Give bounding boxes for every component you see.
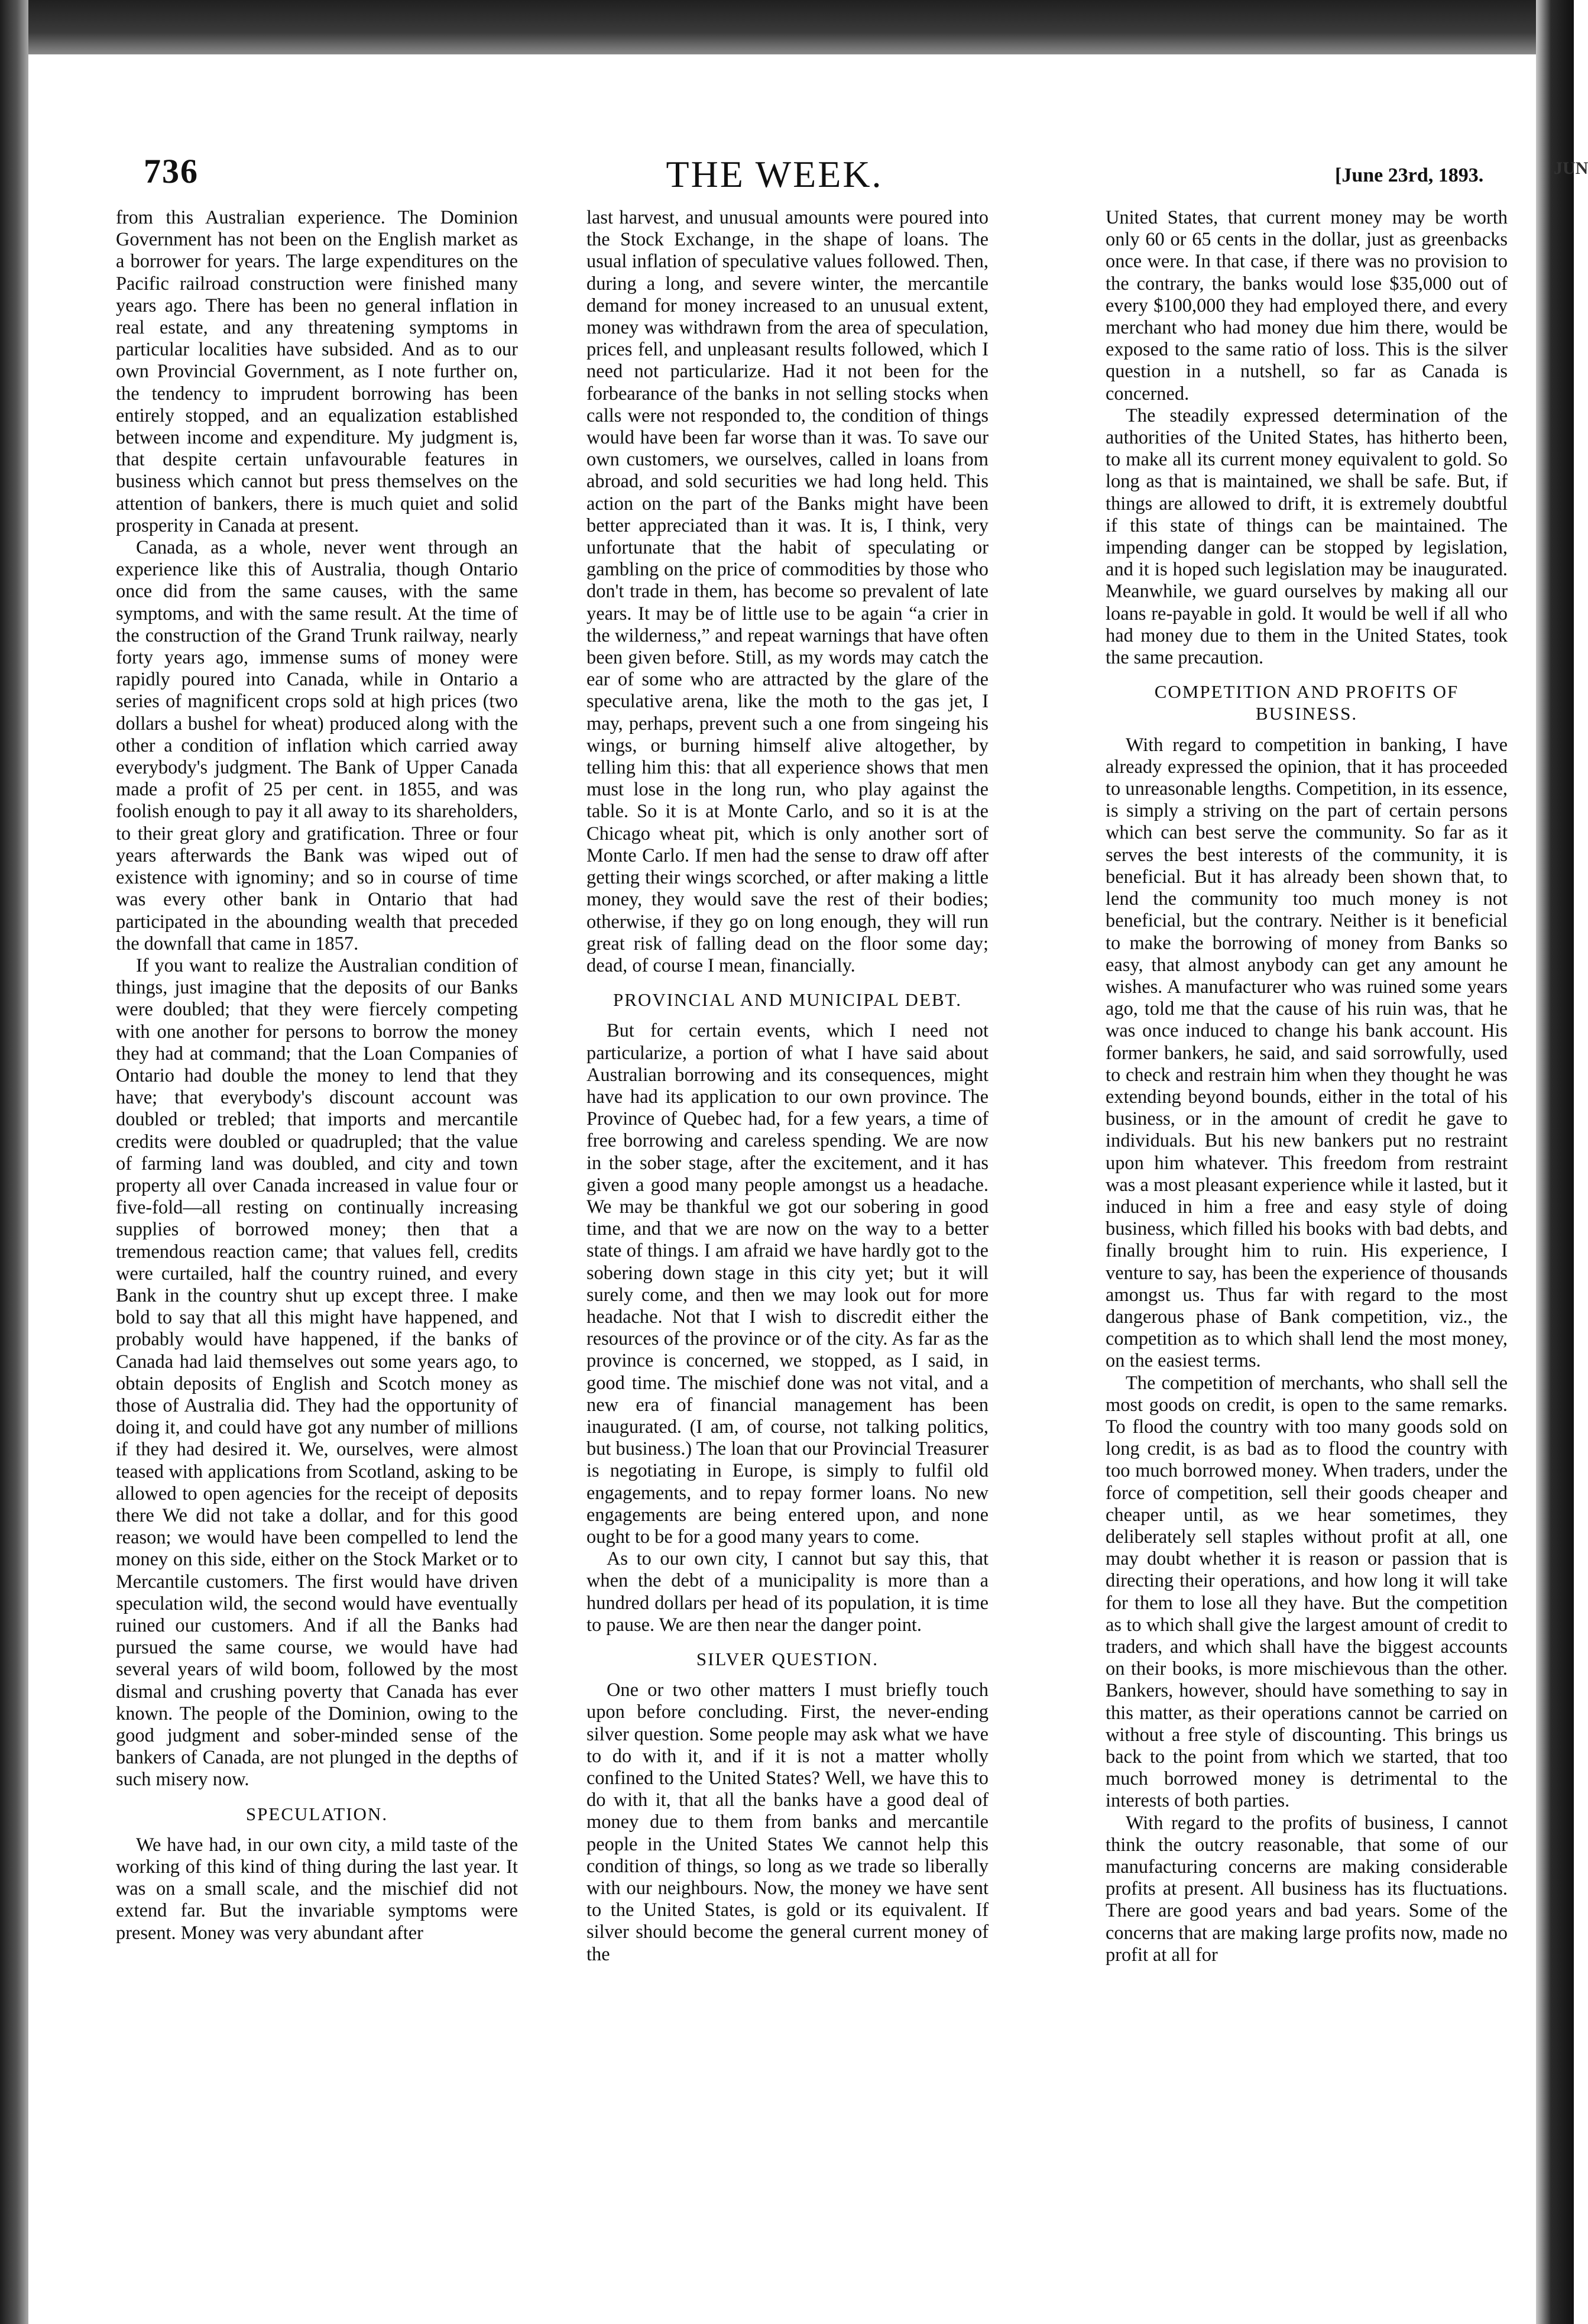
scan-shadow-top: [0, 0, 1574, 54]
paragraph: With regard to competition in banking, I have already expressed the opinion, that it has proceeded to unreasonable lengths. Competition, in its essence, is simply a striving on the part of certain persons which can best serve the community. So far as it serves the best interests of the community, it is beneficial. But it has already been shown that, to lend the community too much money is not beneficial, but the contrary. Neither is it beneficial to make the borrowing of money from Banks so easy, that almost anybody can get any amount he wishes. A manufacturer who was ruined some years ago, told me that the cause of his ruin was, that he was once induced to change his bank account. His former bankers, he said, and said sorrowfully, used to check and restrain him when they thought he was extending beyond bounds, either in the total of his business, or in the amount of credit he gave to individuals. But his new bankers put no restraint upon him whatever. This freedom from restraint was a most pleasant experience while it lasted, but it induced in him a free and easy style of doing business, which filled his books with bad debts, and finally brought him to ruin. His experience, I venture to say, has been the experience of thousands amongst us. Thus far with regard to the most dangerous phase of Bank competition, viz., the competition as to which shall lend the most money, on the easiest terms.: [1106, 734, 1508, 1372]
paragraph: Canada, as a whole, never went through an experience like this of Australia, though Ontario once did from the same causes, with the same symptoms, and with the same result. At the time of the construction of the Grand Trunk railway, nearly forty years ago, immense sums of money were rapidly poured into Canada, while in Ontario a series of magnificent crops sold at high prices (two dollars a bushel for wheat) produced along with the other a condition of inflation which carried away everybody's judgment. The Bank of Upper Canada made a profit of 25 per cent. in 1855, and was foolish enough to pay it all away to its shareholders, to their great glory and gratification. Three or four years afterwards the Bank was wiped out of existence with ignominy; and so in course of time was every other bank in Ontario that had participated in the abounding wealth that preceded the downfall that came in 1857.: [116, 537, 518, 954]
adjacent-page-fragment: JUN: [1554, 158, 1588, 178]
paragraph: If you want to realize the Australian condition of things, just imagine that the deposits of our Banks were doubled; that they were fiercely competing with one another for persons to borrow the money they had at command; that the Loan Companies of Ontario had double the money to lend that they have; that everybody's discount account was doubled or trebled; that imports and mercantile credits were doubled or quadrupled; that the value of farming land was doubled, and city and town property all over Canada increased in value four or five-fold—all resting on continually increasing supplies of borrowed money; then that a tremendous reaction came; that values fell, credits were curtailed, half the country ruined, and every Bank in the country shut up except three. I make bold to say that all this might have happened, and probably would have happened, if the banks of Canada had laid themselves out some years ago, to obtain deposits of English and Scotch money as those of Australia did. They had the opportunity of doing it, and could have got any number of millions if they had desired it. We, ourselves, were almost teased with applications from Scotland, asking to be allowed to open agencies for the receipt of deposits there We did not take a dollar, and for this good reason; we would have been compelled to lend the money on this side, either on the Stock Market or to Mercantile customers. The first would have driven speculation wild, the second would have eventually ruined our customers. And if all the Banks had pursued the same course, we would have had several years of wild boom, followed by the most dismal and crushing poverty that Canada has ever known. The people of the Dominion, owing to the good judgment and sober-minded sense of the bankers of Canada, are not plunged in the depths of such misery now.: [116, 954, 518, 1791]
issue-date: [June 23rd, 1893.: [1335, 164, 1484, 186]
paragraph: The competition of merchants, who shall sell the most goods on credit, is open to the same remarks. To flood the country with too many goods sold on long credit, is as bad as to flood the country with too much borrowed money. When traders, under the force of competition, sell their goods cheaper and cheaper until, as we hear sometimes, they deliberately sell staples without profit at all, one may doubt whether it is reason or passion that is directing their operations, and how long it will take for them to lose all they have. But the competition as to which shall give the largest amount of credit to traders, and which shall have the biggest accounts on their books, is more mischievous than the other. Bankers, however, should have something to say in this matter, as their operations cannot be carried on without a free style of discounting. This brings us back to the point from which we started, that too much borrowed money is detrimental to the interests of both parties.: [1106, 1372, 1508, 1812]
scan-shadow-left: [0, 0, 28, 2324]
article-column-1: [116, 207, 518, 1944]
paragraph: We have had, in our own city, a mild taste of the working of this kind of thing during the last year. It was on a small scale, and the mischief did not extend far. But the invariable symptoms were present. Money was very abundant after: [116, 1834, 518, 1944]
paragraph: from this Australian experience. The Dominion Government has not been on the English market as a borrower for years. The large expenditures on the Pacific railroad construction were finished many years ago. There has been no general inflation in real estate, and any threatening symptoms in particular localities have subsided. And as to our own Provincial Government, as I note further on, the tendency to imprudent borrowing has been entirely stopped, and an equalization established between income and expenditure. My judgment is, that despite certain unfavourable features in business which cannot but press themselves on the attention of bankers, there is much quiet and solid prosperity in Canada at present.: [116, 207, 518, 536]
paragraph: But for certain events, which I need not particularize, a portion of what I have said about Australian borrowing and its consequences, might have had its application to our own province. The Province of Quebec had, for a few years, a time of free borrowing and careless spending. We are now in the sober stage, after the excitement, and it has given a good many people amongst us a headache. We may be thankful we got our sobering in good time, and that we are now on the way to a better state of things. I am afraid we have hardly got to the sobering down stage in this city yet; but it will surely come, and then we may look out for more headache. Not that I wish to discredit either the resources of the province or of the city. As far as the province is concerned, we stopped, as I said, in good time. The mischief done was not vital, and a new era of financial management has been inaugurated. (I am, of course, not talking politics, but business.) The loan that our Provincial Treasurer is negotiating in Europe, is simply to fulfil old engagements, and to repay former loans. No new engagements are being entered upon, and none ought to be for a good many years to come.: [586, 1020, 989, 1548]
paragraph: One or two other matters I must briefly touch upon before concluding. First, the never-ending silver question. Some people may ask what we have to do with it, and if it is not a matter wholly confined to the United States? Well, we have this to do with it, that all the banks have a good deal of money due to them from banks and mercantile people in the United States We cannot help this condition of things, so long as we trade so liberally with our neighbours. Now, the money we have sent to the United States, is gold or its equivalent. If silver should become the general current money of the: [586, 1679, 989, 1965]
article-column-3: [1106, 207, 1508, 1966]
page-number: 736: [144, 152, 199, 190]
paragraph: last harvest, and unusual amounts were poured into the Stock Exchange, in the shape of loans. The usual inflation of speculative values followed. Then, during a long, and severe winter, the mercantile demand for money increased to an unusual extent, money was withdrawn from the area of speculation, prices fell, and unpleasant results followed, which I need not particularize. Had it not been for the forbearance of the banks in not selling stocks when calls were not responded to, the condition of things would have been far worse than it was. To save our own customers, we ourselves, called in loans from abroad, and sold securities we had long held. This action on the part of the Banks might have been better appreciated than it was. It is, I think, very unfortunate that the habit of speculating or gambling on the price of commodities by those who don't trade in them, has become so prevalent of late years. It may be of little use to be again “a crier in the wilderness,” and repeat warnings that have often been given before. Still, as my words may catch the ear of some who are attracted by the glare of the speculative arena, like the moth to the gas jet, I may, perhaps, prevent such a one from singeing his wings, or burning himself alive altogether, by telling him this: that all experience shows that men must lose in the long run, who play against the table. So it is at Monte Carlo, and so it is at the Chicago wheat pit, which is only another sort of Monte Carlo. If men had the sense to draw off after getting their wings scorched, or after making a little money, they would save the rest of their bodies; otherwise, if they go on long enough, they will run great risk of falling dead on the floor some day; dead, of course I mean, financially.: [586, 207, 989, 976]
section-heading-speculation: SPECULATION.: [245, 1803, 388, 1824]
section-heading-competition: COMPETITION AND PROFITS OF BUSINESS.: [1154, 681, 1459, 724]
paragraph: The steadily expressed determination of the authorities of the United States, has hitherto been, to make all its current money equivalent to gold. So long as that is maintained, we shall be safe. But, if things are allowed to drift, it is extremely doubtful if this state of things can be maintained. The impending danger can be stopped by legislation, and it is hoped such legislation may be inaugurated. Meanwhile, we guard ourselves by making all our loans re-payable in gold. It would be well if all who had money due to them in the United States, took the same precaution.: [1106, 404, 1508, 669]
masthead-title: THE WEEK.: [666, 153, 883, 195]
paragraph: United States, that current money may be worth only 60 or 65 cents in the dollar, just as greenbacks once were. In that case, if there was no provision to the contrary, the banks would lose $35,000 out of every $100,000 they had employed there, and every merchant who had money due him there, would be exposed to the same ratio of loss. This is the silver question in a nutshell, so far as Canada is concerned.: [1106, 207, 1508, 404]
section-heading-silver-question: SILVER QUESTION.: [696, 1649, 879, 1669]
scan-shadow-right: [1536, 0, 1574, 2324]
paragraph: As to our own city, I cannot but say this, that when the debt of a municipality is more than a hundred dollars per head of its population, it is time to pause. We are then near the danger point.: [586, 1548, 989, 1636]
paragraph: With regard to the profits of business, I cannot think the outcry reasonable, that some of our manufacturing concerns are making considerable profits at present. All business has its fluctuations. There are good years and bad years. Some of the concerns that are making large profits now, made no profit at all for: [1106, 1812, 1508, 1966]
article-column-2: [586, 207, 989, 1966]
section-heading-provincial-debt: PROVINCIAL AND MUNICIPAL DEBT.: [613, 989, 962, 1011]
